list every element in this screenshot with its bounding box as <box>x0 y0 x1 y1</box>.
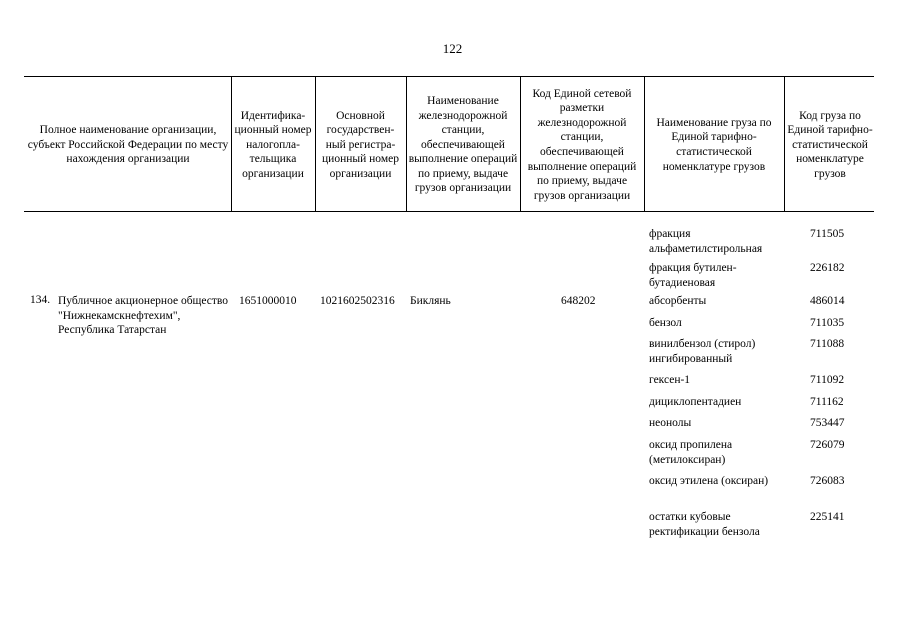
station-name: Биклянь <box>410 295 451 307</box>
header-ogrn: Основной государствен-ный регистра-ционный номер организации <box>322 109 399 180</box>
cargo-code: 711088 <box>810 338 845 350</box>
cargo-code: 225141 <box>810 511 845 523</box>
table-header-rule <box>24 211 874 212</box>
cargo-name: абсорбенты <box>649 295 707 307</box>
cargo-code: 711162 <box>810 396 844 408</box>
column-divider <box>231 76 232 211</box>
cargo-name: остатки кубовые ректификации бензола <box>649 511 760 538</box>
column-divider <box>644 76 645 211</box>
page-number: 122 <box>442 41 463 56</box>
column-divider <box>784 76 785 211</box>
row-number: 134. <box>30 294 51 306</box>
station-code: 648202 <box>561 295 596 307</box>
cargo-name: фракция альфаметилстирольная <box>649 228 763 255</box>
header-org: Полное наименование организации, субъект Российской Федерации по месту нахождения организации <box>27 124 229 166</box>
cargo-code: 726083 <box>810 475 845 487</box>
cargo-code: 753447 <box>810 417 845 429</box>
column-divider <box>406 76 407 211</box>
header-cargo-code: Код груза по Единой тарифно-статистической номенклатуре грузов <box>787 109 873 180</box>
cargo-code: 226182 <box>810 262 845 274</box>
header-cargo-name: Наименование груза по Единой тарифно-статистической номенклатуре грузов <box>656 116 772 173</box>
cargo-name: неонолы <box>649 417 692 429</box>
cargo-name: винилбензол (стирол) ингибированный <box>649 338 756 365</box>
cargo-name: гексен-1 <box>649 374 691 386</box>
inn-value: 1651000010 <box>239 295 297 307</box>
org-name: Публичное акционерное общество "Нижнекамскнефтехим", Республика Татарстан <box>58 295 229 337</box>
column-divider <box>520 76 521 211</box>
table-top-rule <box>24 76 874 77</box>
cargo-name: дициклопентадиен <box>649 396 742 408</box>
header-station-code: Код Единой сетевой разметки железнодорожной станции, обеспечивающей выполнение операций по приему, выдаче грузов организации <box>527 87 637 202</box>
column-divider <box>315 76 316 211</box>
cargo-name: фракция бутилен-бутадиеновая <box>649 262 737 289</box>
header-station: Наименование железнодорожной станции, обеспечивающей выполнение операций по приему, выдаче грузов организации <box>408 94 518 195</box>
cargo-code: 726079 <box>810 439 845 451</box>
cargo-code: 711035 <box>810 317 845 329</box>
cargo-code: 711092 <box>810 374 845 386</box>
cargo-code: 486014 <box>810 295 845 307</box>
cargo-name: оксид этилена (оксиран) <box>649 475 769 487</box>
header-inn: Идентифика-ционный номер налогопла-тельщика организации <box>234 109 312 180</box>
cargo-name: бензол <box>649 317 682 329</box>
cargo-code: 711505 <box>810 228 845 240</box>
ogrn-value: 1021602502316 <box>320 295 395 307</box>
cargo-name: оксид пропилена (метилоксиран) <box>649 439 733 466</box>
